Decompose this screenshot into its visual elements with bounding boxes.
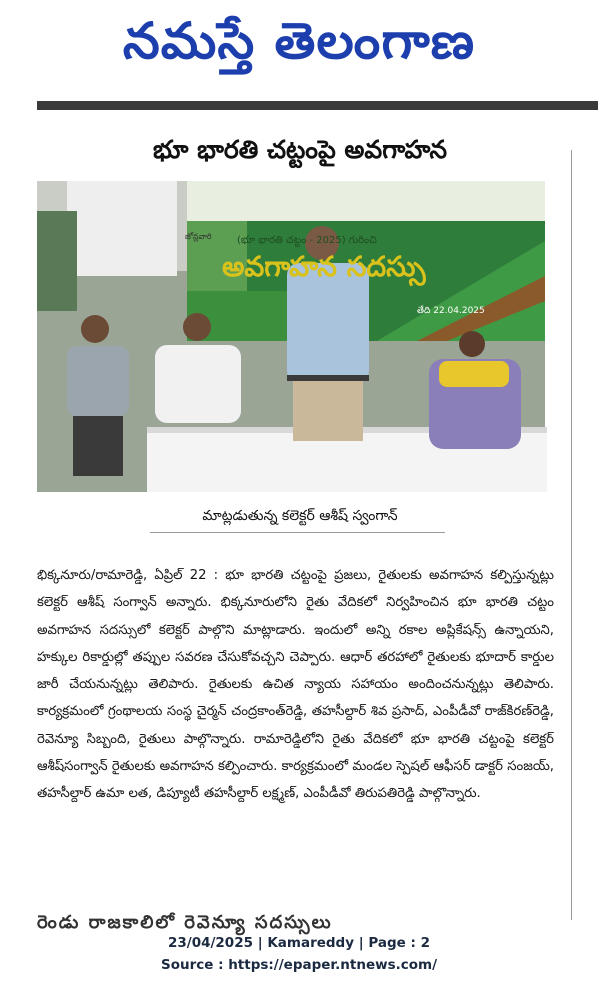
masthead-rule [37, 101, 598, 110]
masthead [0, 0, 598, 92]
photo-caption: మాట్లడుతున్న కలెక్టర్ ఆశీష్ స్వంగాన్ [202, 508, 398, 524]
board-label: జోన్లవారి [185, 232, 212, 241]
article-headline: భూ భారతి చట్టంపై అవగాహన [152, 135, 448, 164]
next-article-headline-fragment: రెండు రాజకాలిలో రెవెన్యూ సదస్సులు [37, 912, 333, 933]
caption-underline [150, 532, 445, 533]
newspaper-logo: నమస్తే తెలంగాణ [122, 12, 476, 70]
banner-heading: అవగాహన సదస్సు [222, 250, 426, 283]
article-body: భిక్కనూరు/రామారెడ్డి, ఏప్రిల్ 22 : భూ భారతి చట్టంపై ప్రజలు, రైతులకు అవగాహన కల్పిస్తున్నట్లు కలెక్టర్ ఆశీష్ సంగ్వాన్ అన్నారు. భిక్కనూరులోని రైతు వేదికలో నిర్వహించిన భూ భారతి చట్టం అవగాహన సదస్సులో కలెక్టర్ పాల్గొని మాట్లాడారు. ఇందులో అన్ని రకాల అప్లికేషన్స్ ఉన్నాయని, హక్కుల రికార్డుల్లో తప్పుల సవరణ చేసుకోవచ్చని చెప్పారు. ఆధార్ తరహాలో రైతులకు భూదార్ కార్డుల జారీ చేయనున్నట్లు తెలిపారు. రైతులకు ఉచిత న్యాయ సహాయం అందించనున్నట్లు తెలిపారు. కార్యక్రమంలో గ్రంథాలయ సంస్థ చైర్మన్ చంద్రకాంత్‌రెడ్డి, తహసీల్దార్ శివ ప్రసాద్, ఎంపీడీవో రాజ్‌కిరణ్‌రెడ్డి, రెవెన్యూ సిబ్బంది, రైతులు పాల్గొన్నారు. రామారెడ్డిలోని రైతు వేదికలో భూ భారతి చట్టంపై కలెక్టర్ ఆశీష్‌సంగ్వాన్ రైతులకు అవగాహన కల్పించారు. కార్యక్రమంలో మండల స్పెషల్ ఆఫీసర్ డాక్టర్ సంజయ్, తహసీల్దార్ ఉమా లత, డిప్యూటీ తహసీల్దార్ లక్ష్మణ్, ఎంపీడీవో తిరుపతిరెడ్డి పాల్గొన్నారు. [37, 568, 554, 802]
page-footer [0, 932, 598, 976]
banner-date: తేది 22.04.2025 [417, 306, 485, 316]
next-article-strip [37, 904, 554, 933]
banner-subtitle: (భూ భారతి చట్టం - 2025) గురించి [237, 235, 377, 246]
edition-line: 23/04/2025 | Kamareddy | Page : 2 [167, 935, 430, 951]
source-line: Source : https://epaper.ntnews.com/ [160, 957, 438, 973]
article-photo [37, 181, 545, 492]
column-divider [571, 150, 572, 920]
